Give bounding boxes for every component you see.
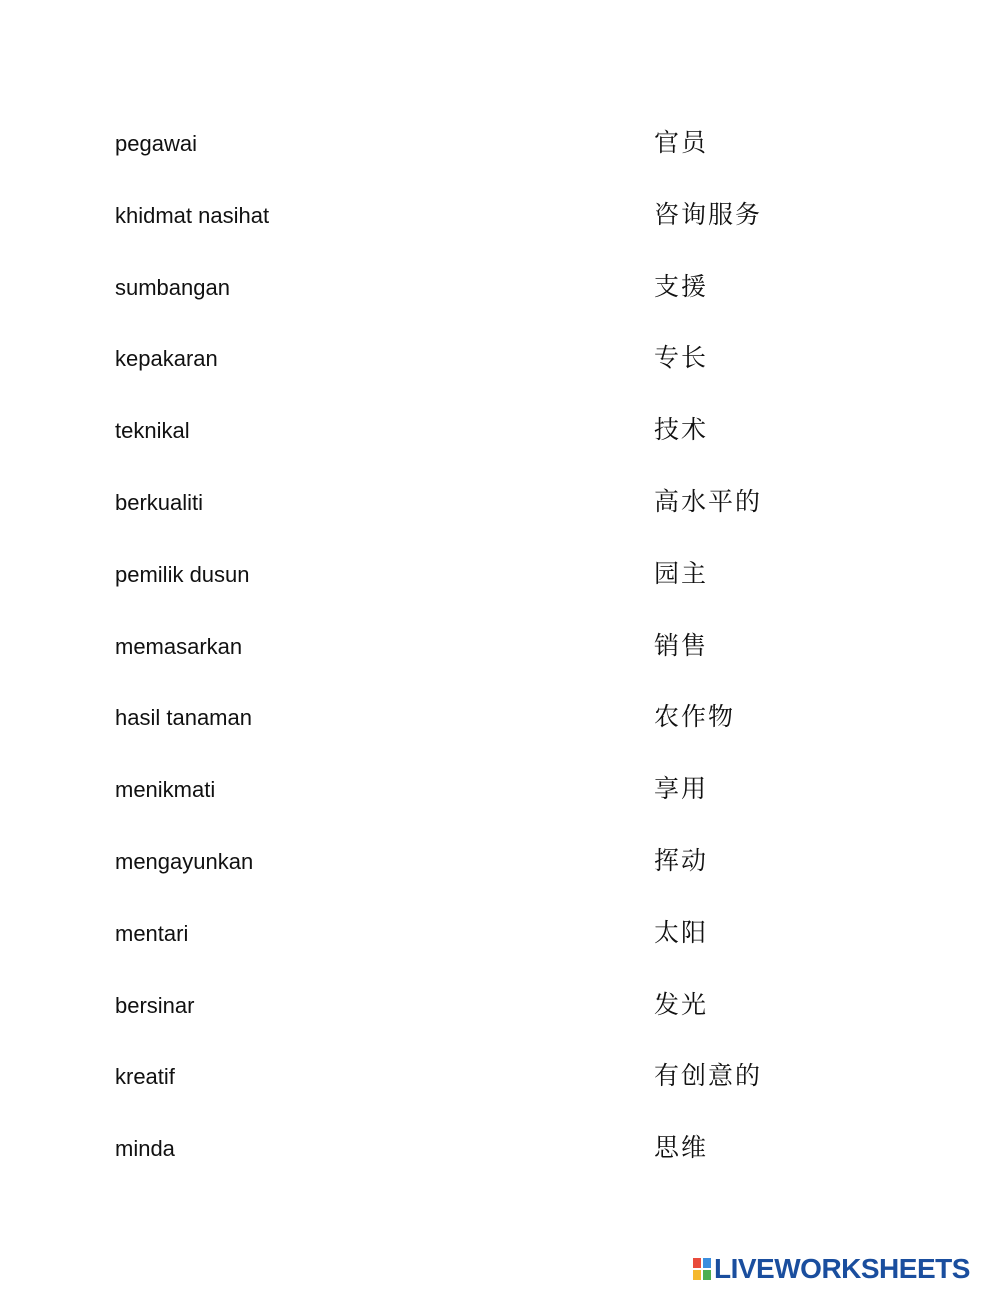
liveworksheets-logo: [693, 1255, 970, 1283]
vocab-row: [0, 540, 1000, 612]
chinese-word: 享用: [654, 774, 709, 804]
malay-word: bersinar: [115, 992, 195, 1018]
vocab-row: [0, 396, 1000, 468]
chinese-word: 技术: [654, 415, 709, 445]
malay-word: mentari: [115, 920, 189, 946]
chinese-word: 销售: [654, 630, 709, 660]
malay-word: pegawai: [115, 131, 197, 156]
chinese-word: 支援: [654, 271, 709, 301]
vocab-row: [0, 1114, 1000, 1186]
malay-word: hasil tanaman: [115, 705, 252, 731]
malay-word: khidmat nasihat: [115, 202, 270, 228]
chinese-word: 园主: [654, 558, 709, 588]
vocab-row: [0, 827, 1000, 899]
chinese-word: 挥动: [654, 845, 709, 875]
malay-word: berkualiti: [115, 489, 204, 515]
malay-word: kepakaran: [115, 346, 218, 372]
vocab-row: [0, 253, 1000, 325]
vocab-row: [0, 612, 1000, 684]
chinese-word: 有创意的: [654, 1061, 763, 1091]
vocab-row: [0, 971, 1000, 1043]
vocab-row: [0, 683, 1000, 755]
chinese-word: 农作物: [654, 702, 736, 732]
vocab-row: [0, 324, 1000, 396]
chinese-word: 思维: [654, 1133, 709, 1163]
chinese-word: 太阳: [654, 917, 709, 947]
malay-word: mengayunkan: [115, 848, 254, 874]
live-logo-icon: [693, 1258, 711, 1280]
chinese-word: 咨询服务: [654, 199, 763, 229]
malay-word: memasarkan: [115, 633, 243, 659]
malay-word: teknikal: [115, 418, 190, 444]
vocab-row: [0, 468, 1000, 540]
malay-word: pemilik dusun: [115, 561, 250, 587]
chinese-word: 发光: [654, 989, 709, 1019]
vocab-row: [0, 755, 1000, 827]
vocab-row: [0, 1042, 1000, 1114]
vocab-row: [0, 109, 1000, 181]
vocabulary-list: [0, 109, 1000, 1186]
vocab-row: [0, 181, 1000, 253]
brand-name: LIVEWORKSHEETS: [714, 1253, 970, 1284]
malay-word: menikmati: [115, 777, 216, 803]
malay-word: sumbangan: [115, 274, 230, 300]
malay-word: minda: [115, 1136, 175, 1162]
malay-word: kreatif: [115, 1064, 175, 1090]
chinese-word: 专长: [654, 343, 709, 373]
chinese-word: 官员: [654, 128, 709, 157]
chinese-word: 高水平的: [654, 486, 763, 516]
vocab-row: [0, 899, 1000, 971]
